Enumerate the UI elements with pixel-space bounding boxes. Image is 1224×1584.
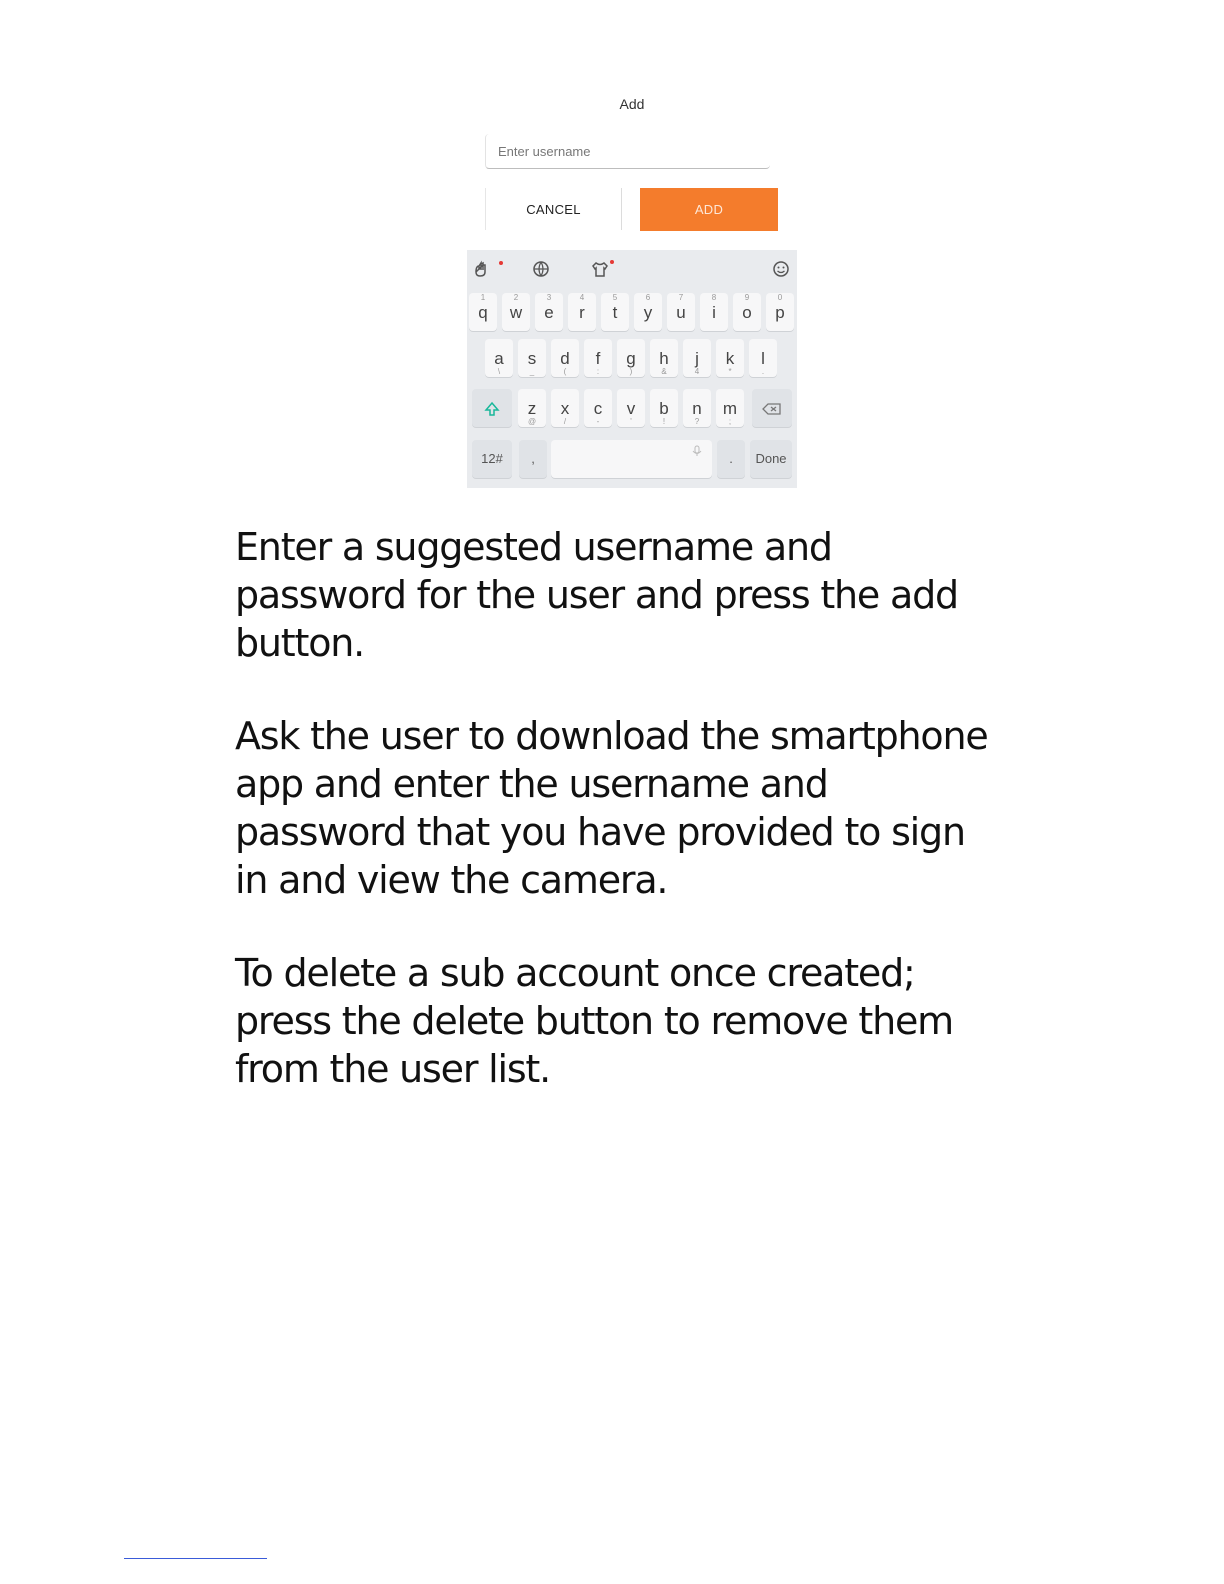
key-s[interactable] [518,339,546,377]
key-alt-label: \ [497,367,501,376]
hand-icon[interactable] [471,258,493,280]
backspace-key[interactable] [752,389,792,427]
cancel-button[interactable]: CANCEL [485,188,622,230]
period-label: . [729,451,733,466]
key-j[interactable] [683,339,711,377]
key-alt-label: ( [563,367,567,376]
key-label: u [676,303,686,322]
key-alt-label: @ [527,417,537,426]
comma-key[interactable] [519,440,547,478]
key-alt-label: 2 [513,293,519,302]
keyboard-row-4 [467,440,797,480]
shift-icon [483,400,501,418]
key-b[interactable] [650,389,678,427]
key-alt-label: - [596,417,600,426]
key-alt-label: : [596,367,600,376]
add-button[interactable]: ADD [640,188,778,231]
key-label: j [695,349,699,368]
key-alt-label: 0 [777,293,783,302]
key-label: t [612,303,618,322]
key-alt-label: 6 [645,293,651,302]
key-k[interactable] [716,339,744,377]
key-label: w [509,303,523,322]
key-i[interactable] [700,293,728,331]
key-alt-label: 8 [711,293,717,302]
comma-label: , [531,451,535,466]
done-key[interactable]: Done [750,440,792,478]
footnote-rule [124,1558,267,1559]
key-label: o [742,303,752,322]
key-n[interactable] [683,389,711,427]
key-alt-label: 7 [678,293,684,302]
key-label: h [659,349,669,368]
key-label: m [722,399,738,418]
key-alt-label: . [761,367,765,376]
key-label: l [761,349,765,368]
key-alt-label: / [563,417,567,426]
key-alt-label: 1 [480,293,486,302]
key-q[interactable] [469,293,497,331]
key-label: i [712,303,716,322]
key-e[interactable] [535,293,563,331]
key-h[interactable] [650,339,678,377]
key-a[interactable] [485,339,513,377]
keyboard-row-3 [467,389,797,429]
key-label: n [692,399,702,418]
key-alt-label: & [661,367,667,376]
notification-dot [499,261,503,265]
key-m[interactable] [716,389,744,427]
key-r[interactable] [568,293,596,331]
key-alt-label: 9 [744,293,750,302]
key-label: k [725,349,735,368]
shirt-icon[interactable] [589,258,611,280]
key-w[interactable] [502,293,530,331]
key-alt-label: ' [630,417,632,426]
key-alt-label: 4 [694,367,700,376]
key-t[interactable] [601,293,629,331]
keyboard-row-2 [467,339,797,379]
keyboard-row-1 [467,293,797,333]
key-label: d [560,349,570,368]
emoji-icon[interactable] [770,258,792,280]
key-alt-label: * [728,367,732,376]
key-alt-label: ? [694,417,700,426]
key-alt-label: _ [529,367,535,376]
symbols-key[interactable]: 12# [472,440,512,478]
instruction-paragraph-1: Enter a suggested username and password for the user and press the add button. [235,525,958,665]
notification-dot [610,260,614,264]
key-label: s [527,349,537,368]
key-v[interactable] [617,389,645,427]
period-key[interactable] [717,440,745,478]
key-alt-label: ) [629,367,633,376]
instruction-paragraph-2: Ask the user to download the smartphone app and enter the username and password that you have provided to sign in and view the camera. [235,714,988,902]
key-label: y [643,303,653,322]
backspace-icon [762,401,782,417]
key-p[interactable] [766,293,794,331]
keyboard-toolbar [467,250,797,290]
onscreen-keyboard [467,250,797,488]
username-input[interactable] [485,134,770,169]
key-x[interactable] [551,389,579,427]
key-label: x [560,399,570,418]
key-d[interactable] [551,339,579,377]
key-label: z [527,399,537,418]
key-alt-label: ; [728,417,732,426]
key-alt-label: 3 [546,293,552,302]
key-label: p [775,303,785,322]
space-key[interactable] [551,440,712,478]
dialog-title: Add [619,96,645,112]
key-label: g [626,349,636,368]
key-o[interactable] [733,293,761,331]
key-label: b [659,399,669,418]
key-l[interactable] [749,339,777,377]
key-g[interactable] [617,339,645,377]
key-label: e [544,303,554,322]
key-alt-label: 4 [579,293,585,302]
key-u[interactable] [667,293,695,331]
key-alt-label: 5 [612,293,618,302]
key-label: v [626,399,636,418]
shift-key[interactable] [472,389,512,427]
key-y[interactable] [634,293,662,331]
key-f[interactable] [584,339,612,377]
key-c[interactable] [584,389,612,427]
key-label: f [595,349,601,368]
add-user-screenshot [467,88,797,488]
key-label: q [478,303,488,322]
key-label: a [494,349,504,368]
key-alt-label: ! [662,417,666,426]
mic-icon [690,444,704,458]
instruction-paragraph-3: To delete a sub account once created; press the delete button to remove them from the user list. [235,951,953,1091]
key-label: r [579,303,585,322]
key-label: c [593,399,603,418]
globe-icon[interactable] [530,258,552,280]
key-z[interactable] [518,389,546,427]
